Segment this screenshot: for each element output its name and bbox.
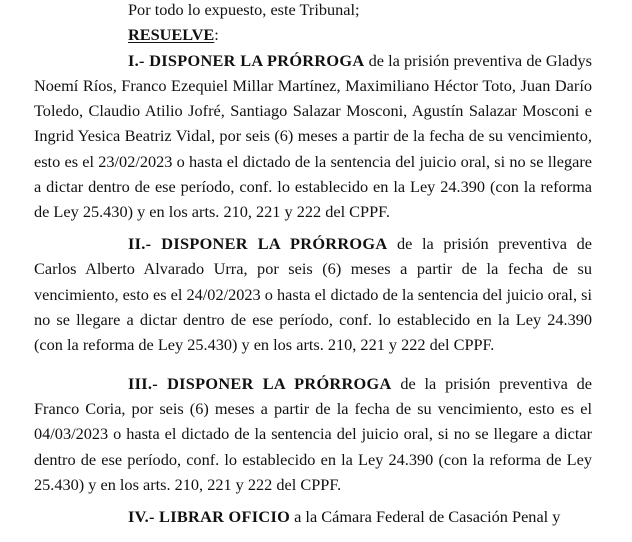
item-1-body: de la prisión preventiva de Gladys Noemí Ríos, Franco Ezequiel Millar Martínez, Maximiliano Héctor Toto, Juan Darío Toledo, Claudio Atilio Jofré, Santiago Salazar Mosconi, Agustín Salazar Mosconi e Ingrid Yesica Beatriz Vidal, por seis (6) meses a partir de la fecha de su vencimiento, esto es el 23/02/2023 o hasta el dictado de la sentencia del juicio oral, si no se llegare a dictar dentro de ese período, conf. lo establecido en la Ley 24.390 (con la reforma de Ley 25.430) y en los arts. 210, 221 y 222 del CPPF. (34, 50, 593, 222)
item-3-heading: III.- DISPONER LA PRÓRROGA (128, 373, 392, 393)
item-4-heading: IV.- LIBRAR OFICIO (128, 506, 291, 526)
item-4-body: a la Cámara Federal de Casación Penal y (290, 506, 561, 526)
resolution-item-2 (34, 231, 592, 357)
document-page (34, 0, 592, 529)
resolution-item-3 (34, 371, 592, 497)
resolution-item-4 (34, 504, 592, 529)
item-2-body: de la prisión preventiva de Carlos Alberto Alvarado Urra, por seis (6) meses a partir de la fecha de su vencimiento, esto es el 24/02/2023 o hasta el dictado de la sentencia del juicio oral, si no se llegare a dictar dentro de ese período, conf. lo establecido en la Ley 24.390 (con la reforma de Ley 25.430) y en los arts. 210, 221 y 222 del CPPF. (34, 234, 592, 355)
item-3-body: de la prisión preventiva de Franco Coria, por seis (6) meses a partir de la fecha de su vencimiento, esto es el 04/03/2023 o hasta el dictado de la sentencia del juicio oral, si no se llegare a dictar dentro de ese período, conf. lo establecido en la Ley 24.390 (con la reforma de Ley 25.430) y en los arts. 210, 221 y 222 del CPPF. (34, 373, 592, 494)
item-1-heading: I.- DISPONER LA PRÓRROGA (128, 50, 365, 70)
intro-line: Por todo lo expuesto, este Tribunal; (128, 0, 360, 19)
resuelve-colon: : (214, 25, 219, 45)
item-2-heading: II.- DISPONER LA PRÓRROGA (128, 234, 388, 254)
resolution-item-1 (34, 48, 592, 225)
resuelve-heading (34, 22, 592, 47)
resuelve-label: RESUELVE (128, 25, 215, 45)
